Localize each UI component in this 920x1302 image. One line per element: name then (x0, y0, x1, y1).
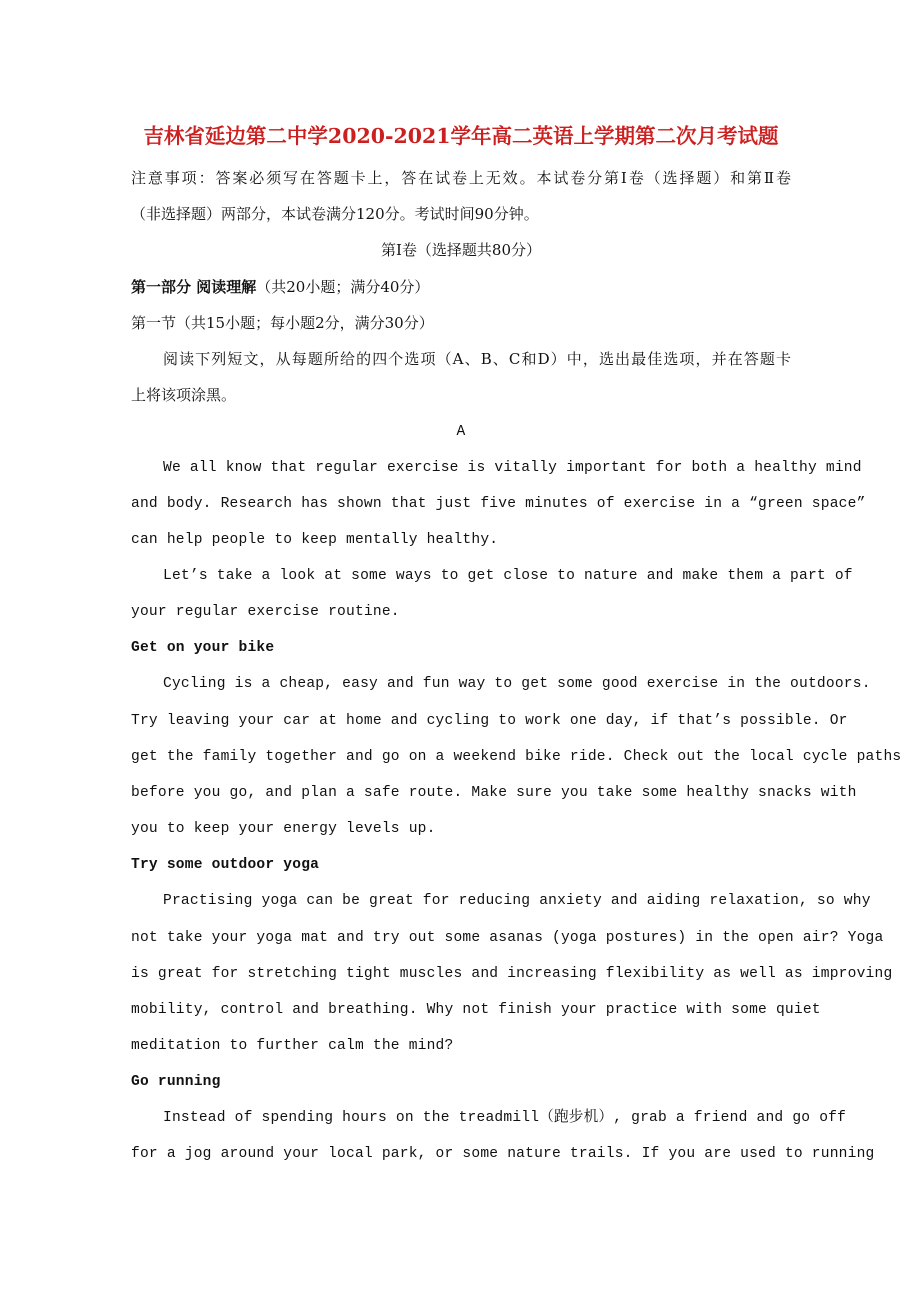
passage-line: We all know that regular exercise is vitally important for both a healthy mind (163, 460, 862, 476)
passage-line: and body. Research has shown that just five minutes of exercise in a “green space” (131, 496, 866, 512)
notice-line-2: （非选择题）两部分，本试卷满分120分。考试时间90分钟。 (131, 205, 539, 223)
passage-line: you to keep your energy levels up. (131, 821, 436, 837)
part-1-detail: （共20小题；满分40分） (256, 278, 430, 296)
passage-line: Try leaving your car at home and cycling to work one day, if that’s possible. Or (131, 713, 848, 729)
passage-label: A (456, 424, 466, 440)
passage-line: get the family together and go on a weekend bike ride. Check out the local cycle paths (131, 749, 902, 765)
part-1-label: 第一部分 阅读理解 (131, 278, 257, 296)
passage-line: not take your yoga mat and try out some asanas (yoga postures) in the open air? Yoga (131, 930, 884, 946)
passage-line: Cycling is a cheap, easy and fun way to get some good exercise in the outdoors. (163, 676, 871, 692)
volume-heading: 第Ⅰ卷（选择题共80分） (380, 241, 541, 259)
passage-line: for a jog around your local park, or some nature trails. If you are used to running (131, 1146, 875, 1162)
passage-line: Practising yoga can be great for reducing anxiety and aiding relaxation, so why (163, 893, 871, 909)
passage-line: meditation to further calm the mind? (131, 1038, 454, 1054)
subheading-running: Go running (131, 1074, 221, 1090)
instruction-line-2: 上将该项涂黑。 (131, 386, 237, 404)
passage-line: Let’s take a look at some ways to get close to nature and make them a part of (163, 568, 853, 584)
passage-line: Instead of spending hours on the treadmill（跑步机）, grab a friend and go off (163, 1110, 847, 1126)
passage-line: your regular exercise routine. (131, 604, 400, 620)
part-1-heading (131, 277, 791, 297)
subheading-yoga: Try some outdoor yoga (131, 857, 320, 873)
passage-line: is great for stretching tight muscles and increasing flexibility as well as improving (131, 966, 893, 982)
instruction-line-1: 阅读下列短文，从每题所给的四个选项（A、B、C和D）中，选出最佳选项，并在答题卡 (163, 350, 791, 368)
section-1-heading: 第一节（共15小题；每小题2分，满分30分） (131, 314, 434, 332)
exam-title: 吉林省延边第二中学2020-2021学年高二英语上学期第二次月考试题 (143, 124, 779, 148)
passage-line: can help people to keep mentally healthy. (131, 532, 499, 548)
passage-line: mobility, control and breathing. Why not finish your practice with some quiet (131, 1002, 821, 1018)
notice-line-1: 注意事项：答案必须写在答题卡上，答在试卷上无效。本试卷分第Ⅰ卷（选择题）和第Ⅱ卷 (131, 169, 791, 187)
subheading-bike: Get on your bike (131, 640, 275, 656)
passage-line: before you go, and plan a safe route. Make sure you take some healthy snacks with (131, 785, 857, 801)
